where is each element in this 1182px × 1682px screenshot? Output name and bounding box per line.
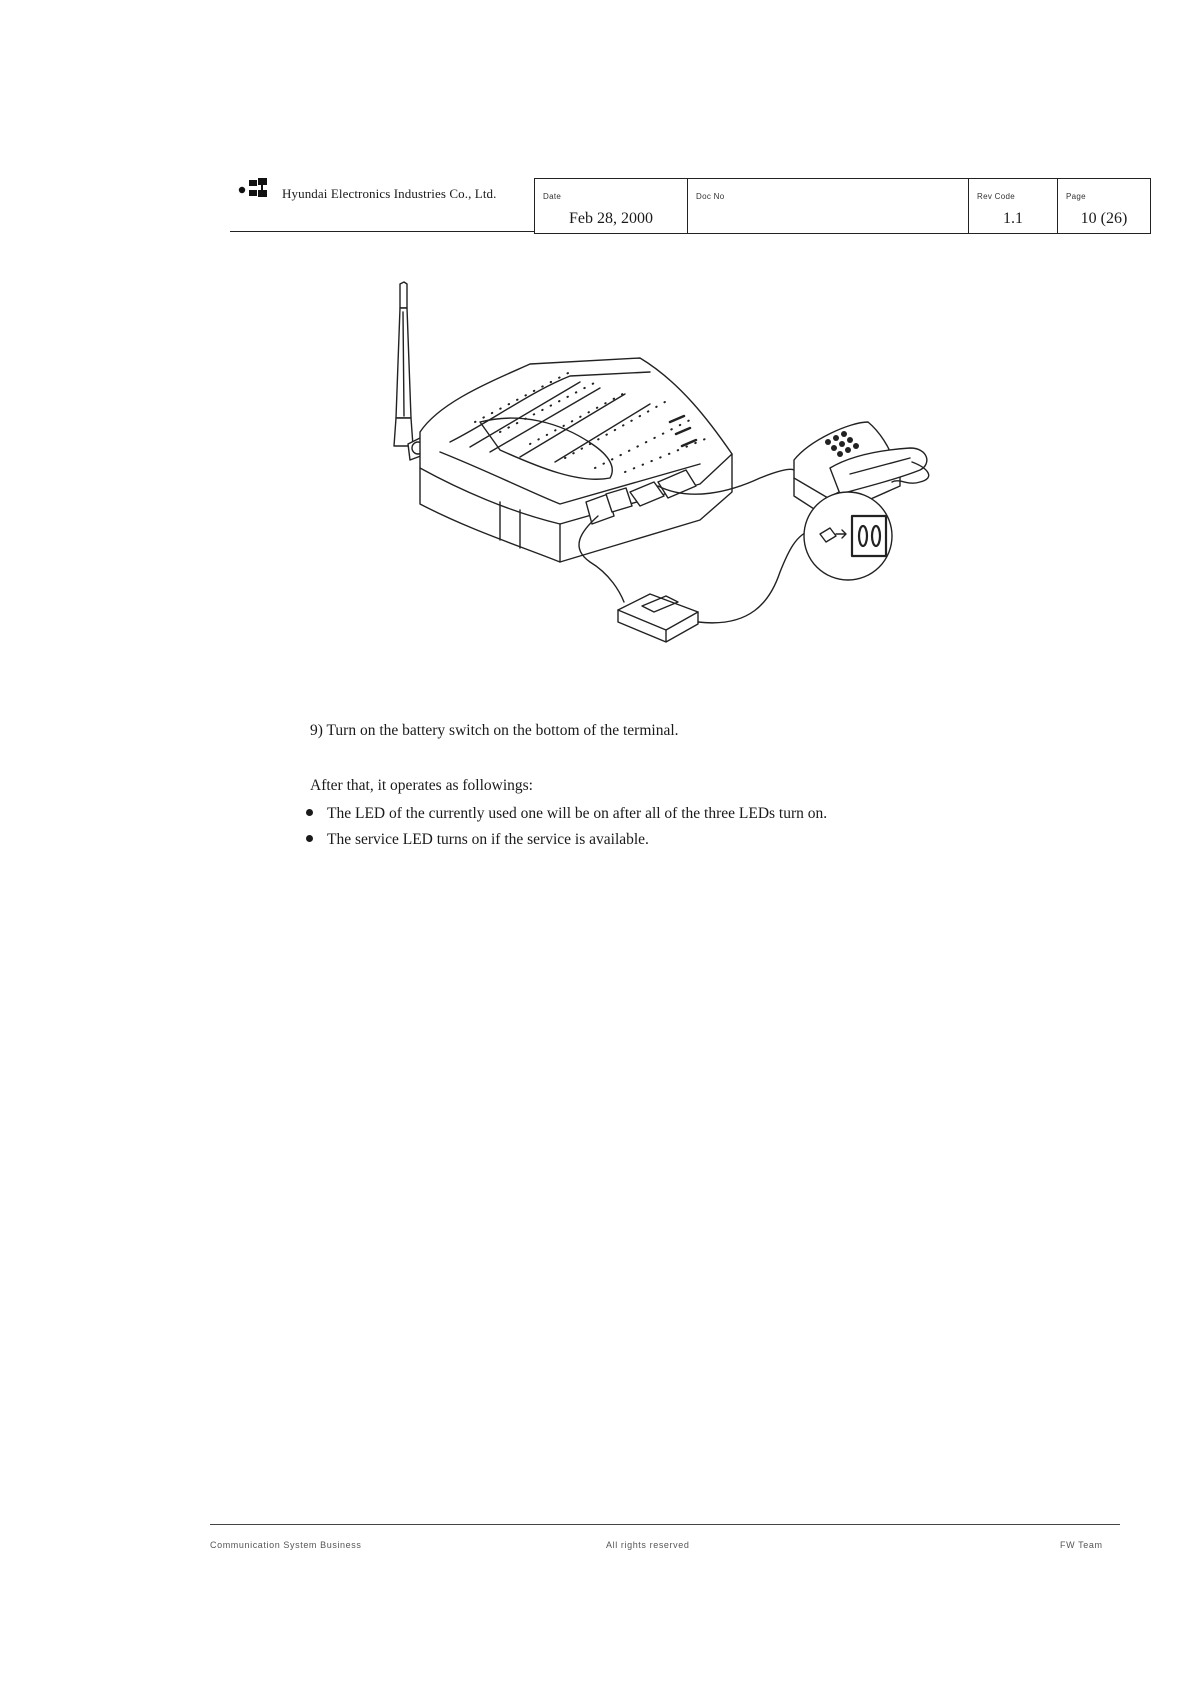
rev-code-cell (969, 179, 1058, 234)
hyundai-logo-icon (238, 174, 274, 202)
footer-rule (210, 1524, 1120, 1525)
date-label: Date (543, 192, 562, 201)
rev-code-value: 1.1 (1003, 210, 1023, 227)
bullet-text: The service LED turns on if the service is available. (327, 831, 649, 848)
page-value: 10 (26) (1080, 210, 1128, 227)
page-label: Page (1066, 192, 1086, 201)
footer-team: FW Team (1060, 1540, 1103, 1550)
rev-code-label: Rev Code (977, 192, 1015, 201)
company-name: Hyundai Electronics Industries Co., Ltd. (282, 186, 497, 201)
docno-cell (688, 179, 969, 234)
date-cell (535, 179, 688, 234)
terminal-connection-illustration (380, 272, 940, 692)
docno-label: Doc No (696, 192, 725, 201)
wall-outlet-icon (804, 492, 892, 580)
date-value: Feb 28, 2000 (569, 210, 653, 227)
header-rule (230, 231, 534, 232)
bullet-item (306, 805, 827, 823)
terminal-unit (420, 358, 732, 562)
power-adapter-icon (618, 594, 698, 642)
footer-copyright: All rights reserved (606, 1540, 690, 1550)
footer-division: Communication System Business (210, 1540, 362, 1550)
bullet-icon (306, 809, 313, 816)
step-9-instruction: 9) Turn on the battery switch on the bottom of the terminal. (310, 722, 679, 739)
header-info-table (534, 178, 1151, 234)
operation-intro: After that, it operates as followings: (310, 777, 533, 794)
page-cell (1058, 179, 1151, 234)
bullet-icon (306, 835, 313, 842)
bullet-text: The LED of the currently used one will be on after all of the three LEDs turn on. (327, 805, 828, 822)
bullet-item (306, 831, 649, 849)
